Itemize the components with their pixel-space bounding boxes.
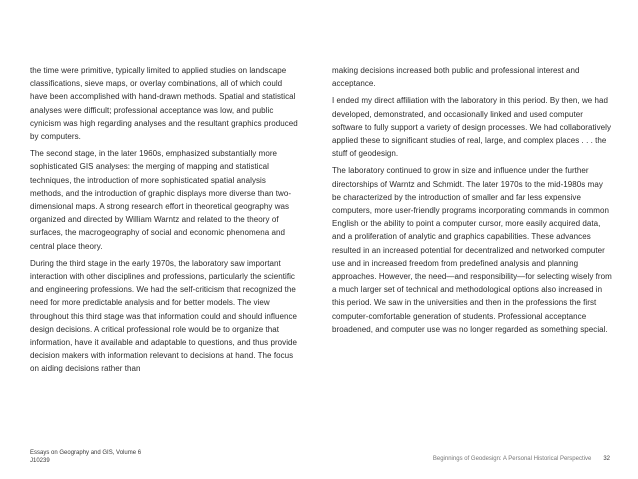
paragraph: The laboratory continued to grow in size and influence under the further directorships of Warntz and Schmidt. The later 1970s to the mid-1980s may be characterized by the introduction of smaller and far less expensive computers, more user-friendly programs incorporating commands in common English or the ability to point a computer cursor, more easily acquired data, and a proliferation of analytic and graphics capabilities. These advances resulted in an increased potential for decentralized and networked computer use and in increased freedom from predefined analysis and planning approaches. However, the need—and responsibility—for selecting wisely from a much larger set of technical and methodological options also increased in this period. We saw in the universities and then in the professions the first computer-comfortable generation of students. Professional acceptance broadened, and computer use was no longer regarded as something special.	[332, 166, 612, 334]
footer-book-info	[30, 449, 141, 465]
book-code: J10239	[30, 458, 50, 464]
right-text-column	[332, 64, 612, 340]
paragraph: the time were primitive, typically limited to applied studies on landscape classifications, sieve maps, or overlay combinations, all of which could have been accomplished with hand-drawn methods. Spatial and statistical analyses were difficult; professional acceptance was low, and public cynicism was high regarding analyses and the resultant graphics produced by computers.	[30, 66, 298, 142]
left-text-column	[30, 64, 300, 380]
paragraph: The second stage, in the later 1960s, emphasized substantially more sophisticated GIS analyses: the merging of mapping and statistical techniques, the introduction of more sophisticated spatial analysis methods, and the introduction of graphic displays more diverse than two-dimensional maps. A strong research effort in theoretical geography was organized and directed by William Warntz and related to the theory of surfaces, the macrogeography of social and economic phenomena and central place theory.	[30, 149, 292, 251]
paragraph: making decisions increased both public and professional interest and acceptance.	[332, 66, 580, 89]
page-number: 32	[603, 456, 610, 462]
book-title: Essays on Geography and GIS, Volume 6	[30, 450, 142, 456]
chapter-title: Beginnings of Geodesign: A Personal Historical Perspective	[432, 456, 592, 462]
paragraph: I ended my direct affiliation with the laboratory in this period. By then, we had developed, demonstrated, and occasionally linked and used computer software to fully support a variety of design processes. We had collaboratively applied these to significant studies of real, large, and complex places . . . the stuff of geodesign.	[332, 96, 612, 159]
footer-chapter-info	[433, 456, 610, 462]
paragraph: During the third stage in the early 1970s, the laboratory saw important interaction with other disciplines and professions, particularly the scientific and engineering professions. We had the self-criticism that recognized the need for more predictable analysis and for better models. The view throughout this third stage was that information could and should influence design decisions. A critical professional role would be to organize that information, have it available and adaptable to questions, and thus provide decision makers with information relevant to decisions at hand. The focus on aiding decisions rather than	[30, 258, 298, 374]
